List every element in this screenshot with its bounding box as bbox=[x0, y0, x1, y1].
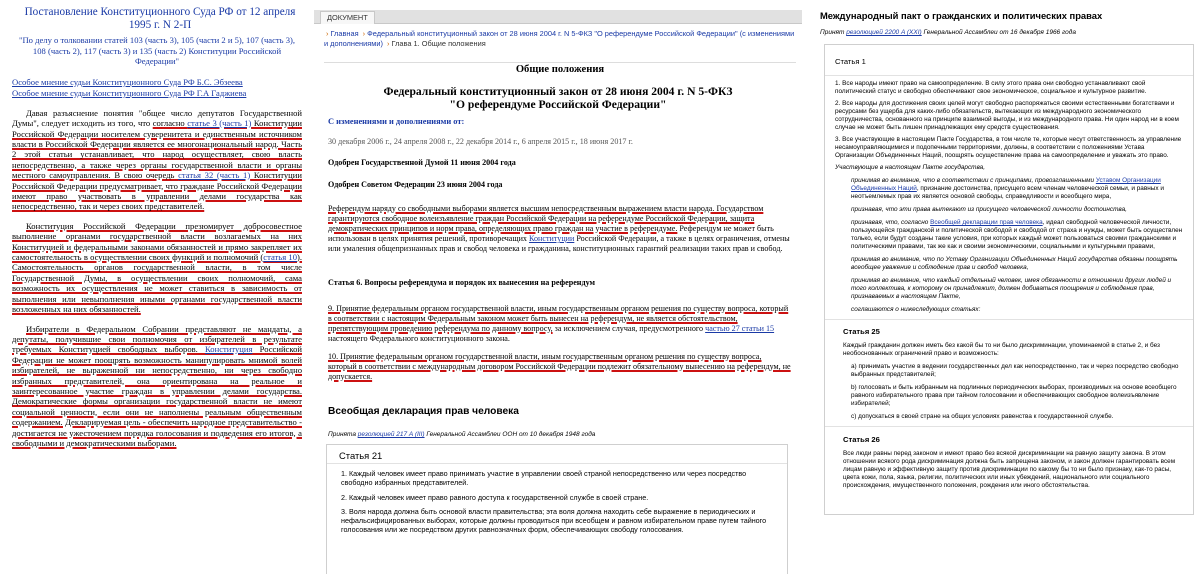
chevron-right-icon: › bbox=[326, 29, 329, 38]
ruling-paragraph-2 bbox=[12, 221, 302, 315]
ruling-paragraph-3 bbox=[12, 324, 302, 449]
pact-articles-box bbox=[824, 44, 1194, 515]
preamble-text: , идеал свободной человеческой личности, пользующейся гражданской и политической свободой и свободой от страха и нужды, может быть осуществлен только, если будут созданы такие условия, при которых каждый может пользоваться своими гражданскими и политическими правами, так же как и своими экономическими, социальными и культурными правами, bbox=[851, 219, 1183, 250]
constitution-link[interactable]: Конституции bbox=[529, 234, 575, 243]
preamble-text: соглашаются о нижеследующих статьях: bbox=[851, 306, 981, 313]
paragraph-text: Конституции Российской Федерации предусматривает, что граждане Российской Федерации имеют право участвовать в управлении делами государства как непосредственно, так и через своих представителей. bbox=[12, 170, 302, 212]
article-1-point-3: 3. Все участвующие в настоящем Пакте Государства, в том числе те, которые несут ответственность за управление несамоуправляющимися и подопечными территориями, должны, в соответствии с положениями Устава Организации Объединенных Наций, поощрять осуществление права на самоопределение и уважать это право. bbox=[835, 136, 1182, 159]
un-charter-link[interactable]: Уставом Организации Объединенных Наций bbox=[851, 177, 1161, 192]
highlighted-text: Референдум наряду со свободными выборами является высшим непосредственным выражением власти народа. Государством гарантируются свободное волеизъявление граждан Российской Федерации на референдуме Российской Федерации, защита демократических принципов и норм права, определяющих право граждан на участие в референдуме. bbox=[328, 204, 764, 233]
opinion-link-ebzeev[interactable]: Особое мнение судьи Конституционного Суда РФ Б.С. Эбзеева bbox=[12, 76, 243, 87]
middle-document-panel bbox=[314, 0, 802, 574]
law-title bbox=[314, 86, 802, 111]
udhr-article-box bbox=[326, 444, 788, 574]
right-document-panel bbox=[810, 0, 1200, 574]
resolution-2200-link[interactable]: резолюцией 2200 A (XXI) bbox=[846, 29, 922, 36]
article-1-point-1: 1. Все народы имеют право на самоопределение. В силу этого права они свободно устанавливают свой политический статус и свободно обеспечивают свое экономическое, социальное и культурное развитие. bbox=[835, 80, 1147, 95]
udhr-point-1: 1. Каждый человек имеет право принимать участие в управлении своей страной непосредственно или через посредство свободно избранных представителей. bbox=[341, 469, 747, 488]
article-3-link[interactable]: статье 3 (часть 1) bbox=[187, 118, 252, 129]
article-1-heading: Статья 1 bbox=[835, 57, 866, 66]
preamble-2 bbox=[851, 206, 1183, 214]
highlighted-text bbox=[12, 118, 302, 211]
law-title-line-1: Федеральный конституционный закон от 28 июня 2004 г. N 5-ФКЗ bbox=[383, 85, 733, 98]
adopted-text: Принят bbox=[820, 29, 847, 36]
article-25-intro: Каждый гражданин должен иметь без какой бы то ни было дискриминации, упоминаемой в статье 2, и без необоснованных ограничений право и возможность: bbox=[843, 342, 1160, 357]
document-tab-bar bbox=[314, 10, 802, 24]
udhr-point-2: 2. Каждый человек имеет право равного доступа к государственной службе в своей стране. bbox=[341, 492, 649, 502]
opinion-links bbox=[12, 77, 302, 99]
preamble-text: признавая, что, согласно bbox=[851, 219, 931, 226]
paragraph-text: Российской Федерации не может поощрять возможность манипулировать мнимой волей избирателей, не выраженной ни непосредственно, ни через свободно избранных представителей, она ориентирована на реальное и заинтересованное участие граждан в управлении делами государства. Демократические формы организации государственной власти не имеют социальной ценности, если они не наполнены реальным общественным содержанием. Декларируемая цель - обеспечить народное представительство - достигается не ужесточением порядка голосования и подведения его итогов, а свободными и демократическими выборами. bbox=[12, 344, 302, 448]
divider bbox=[825, 75, 1193, 76]
preamble-3 bbox=[851, 219, 1183, 251]
udhr-link[interactable]: Всеобщей декларации прав человека bbox=[930, 219, 1043, 226]
highlighted-text: 9. Принятие федеральным органом государственной власти, иным государственным органом решения по существу вопроса, который в соответствии с настоящим Федеральным законом может быть вынесен на референдум, не является обстоятельством, препятствующим проведению референдума по данному вопросу, bbox=[328, 304, 789, 333]
article-6-heading: Статья 6. Вопросы референдума и порядок их вынесения на референдум bbox=[328, 278, 596, 287]
preamble-text: признавая, что эти права вытекают из присущего человеческой личности достоинства, bbox=[851, 206, 1127, 213]
breadcrumb-current: Глава 1. Общие положения bbox=[391, 38, 486, 48]
breadcrumb-law[interactable]: Федеральный конституционный закон от 28 июня 2004 г. N 5-ФКЗ "О референдуме Российской Федерации" (с изменениями и дополнениями) bbox=[324, 29, 795, 48]
article-32-link[interactable]: статья 32 (часть 1) bbox=[178, 170, 251, 181]
chevron-right-icon: › bbox=[387, 38, 390, 48]
agreed-line bbox=[851, 306, 1183, 314]
article-1-point-2: 2. Все народы для достижения своих целей могут свободно распоряжаться своими естественными богатствами и ресурсами без ущерба для каких-либо обязательств, вытекающих из международного экономического сотрудничества, основанного на принципе взаимной выгоды, и из международного права. Ни один народ ни в коем случае не может быть лишен принадлежащих ему средств существования. bbox=[835, 100, 1179, 131]
adopted-text: Генеральной Ассамблеи от 16 декабря 1966 года bbox=[921, 29, 1076, 36]
paragraph-text: Избиратели в Федеральном Собрании представляют не мандаты, а депутаты, получившие свои полномочия от избирателей в результате требуемых Конституцией свободных выборов. bbox=[12, 323, 302, 355]
constitution-link[interactable]: Конституция bbox=[205, 344, 253, 355]
ruling-paragraph-1 bbox=[12, 108, 302, 212]
article-25-b: b) голосовать и быть избранным на подлинных периодических выборах, производимых на основе всеобщего равного избирательного права при тайном голосовании и обеспечивающих свободное волеизъявление избирателей; bbox=[851, 384, 1177, 407]
udhr-point-3: 3. Воля народа должна быть основой власти правительства; эта воля должна находить себе выражение в периодических и нефальсифицированных выборах, которые должны проводиться при всеобщем и равном избирательном праве путем тайного голосования или же посредством других равнозначных форм, обеспечивающих свободу голосования. bbox=[341, 506, 767, 535]
paragraph-text: за исключением случая, предусмотренного bbox=[552, 324, 706, 333]
paragraph-text: Давая разъяснение понятия "общее число депутатов Государственной Думы", следует исходить из того, что bbox=[12, 107, 302, 129]
pact-title: Международный пакт о гражданских и политических правах bbox=[820, 10, 1103, 21]
breadcrumb-home[interactable]: Главная bbox=[330, 29, 359, 38]
resolution-217-link[interactable]: резолюцией 217 A (III) bbox=[357, 431, 425, 438]
udhr-title: Всеобщая декларация прав человека bbox=[328, 406, 519, 417]
opinion-link-gadzhiev[interactable]: Особое мнение судьи Конституционного Суда РФ Г.А Гаджиева bbox=[12, 87, 247, 98]
intro-paragraph bbox=[328, 204, 792, 254]
udhr-article-heading: Статья 21 bbox=[327, 445, 787, 464]
article-26-text: Все люди равны перед законом и имеют право без всякой дискриминации на равную защиту закона. В этом отношении всякого рода дискриминация должна быть запрещена законом, и закон должен гарантировать всем лицам равную и эффективную защиту против дискриминации по какому бы то ни было признаку, как-то расы, цвета кожи, пола, языка, религии, политических или иных убеждений, национального или социального происхождения, имущественного положения, рождения или иного обстоятельства. bbox=[843, 450, 1176, 489]
approved-duma: Одобрен Государственной Думой 11 июня 2004 года bbox=[328, 158, 516, 167]
changes-dates: 30 декабря 2006 г., 24 апреля 2008 г., 22 декабря 2014 г., 6 апреля 2015 г., 18 июня 2017 г. bbox=[328, 137, 633, 146]
paragraph-text: настоящего Федерального конституционного закона. bbox=[328, 334, 510, 343]
paragraph-text: Референдум не может быть использован в целях принятия решений, противоречащих bbox=[328, 224, 774, 243]
preamble-4 bbox=[851, 256, 1183, 272]
item-9 bbox=[328, 304, 792, 344]
article-10-link[interactable]: статья 10 bbox=[263, 252, 297, 263]
tab-document[interactable]: ДОКУМЕНТ bbox=[320, 11, 375, 24]
preamble-text: , признание достоинства, присущего всем членам человеческой семьи, и равных и неотъемлемых прав их является основой свободы, справедливости и всеобщего мира, bbox=[851, 185, 1164, 200]
changes-heading bbox=[328, 117, 792, 127]
pact-adopted bbox=[820, 29, 1192, 37]
preamble-text: принимая во внимание, что каждый отдельный человек, имея обязанности в отношении других людей и того коллектива, к которому он принадлежит, должен добиваться поощрения и соблюдения прав, признаваемых в настоящем Пакте, bbox=[851, 277, 1172, 300]
adopted-text: Генеральной Ассамблеи ООН от 10 декабря 1948 года bbox=[424, 431, 596, 438]
article-25-c: c) допускаться в своей стране на общих условиях равенства к государственной службе. bbox=[851, 413, 1114, 420]
highlighted-text bbox=[12, 221, 302, 314]
paragraph-text: Конституции Российской Федерации носителем суверенитета и единственным источником власти в Российской Федерации является ее многонациональный народ. Часть 2 этой статьи устанавливает, что народ осуществляет, свою власть непосредственно, а также через органы государственной власти и органы местного самоуправления. В свою очередь bbox=[12, 118, 302, 181]
preamble-heading: Участвующие в настоящем Пакте государства, bbox=[835, 164, 986, 171]
paragraph-text: Конституция Российской Федерации презюмирует добросовестное выполнение органами государственной власти возлагаемых на них Конституцией и федеральными законами обязанностей и прямо закрепляет их самостоятельность в осуществлении своих функций и полномочий ( bbox=[12, 220, 302, 263]
paragraph-text: Российской Федерации, а также в целях ограничения, отмены или умаления общепризнанных прав и свобод человека и гражданина, конституционных гарантий реализации таких прав и свобод. bbox=[328, 234, 790, 253]
approved-council: Одобрен Советом Федерации 23 июня 2004 года bbox=[328, 180, 503, 189]
paragraph-text: согласно bbox=[152, 118, 188, 129]
paragraph-text: ). Самостоятельность органов государственной власти, в том числе Государственной Думы, в осуществлении своих полномочий, сама возможность их осуществления не может ставиться в зависимость от выполнения или невыполнения иными органами государственной власти возложенных на них обязанностей. bbox=[12, 252, 303, 315]
preamble-text: принимая во внимание, что по Уставу Организации Объединенных Наций государства обязаны поощрять всеобщее уважение и соблюдение прав и свобод человека, bbox=[851, 256, 1178, 271]
section-heading: Общие положения bbox=[324, 62, 796, 75]
adopted-text: Принята bbox=[328, 431, 358, 438]
item-10 bbox=[328, 352, 792, 382]
preamble-1 bbox=[851, 177, 1183, 201]
udhr-adopted bbox=[328, 430, 792, 440]
preamble-5 bbox=[851, 277, 1183, 301]
changes-heading-text: С изменениями и дополнениями от: bbox=[328, 117, 465, 126]
article-26-heading: Статья 26 bbox=[843, 435, 880, 444]
article-15-link[interactable]: частью 27 статьи 15 bbox=[705, 324, 775, 333]
article-25-a: a) принимать участие в ведении государственных дел как непосредственно, так и через посредство свободно выбранных представителей; bbox=[851, 363, 1179, 378]
left-document-panel bbox=[0, 0, 310, 574]
ruling-title: Постановление Конституционного Суда РФ от 12 апреля 1995 г. N 2-П bbox=[24, 6, 296, 31]
breadcrumb bbox=[324, 29, 796, 48]
article-25-heading: Статья 25 bbox=[843, 327, 880, 336]
chevron-right-icon: › bbox=[362, 29, 366, 38]
highlighted-text bbox=[12, 324, 302, 448]
ruling-subtitle: "По делу о толковании статей 103 (часть 3), 105 (части 2 и 5), 107 (часть 3), 108 (часть 2), 117 (часть 3) и 135 (часть 2) Конституции Российской Федерации" bbox=[18, 35, 296, 67]
law-title-line-2: "О референдуме Российской Федерации" bbox=[449, 97, 667, 111]
highlighted-text: 10. Принятие федеральным органом государственной власти, иным государственным органом решения по существу вопроса, который в соответствии с международным договором Российской Федерации подлежит обязательному вынесению на референдум, не допускается. bbox=[328, 352, 791, 381]
preamble-text: принимая во внимание, что в соответствии с принципами, провозглашенными bbox=[851, 177, 1096, 184]
